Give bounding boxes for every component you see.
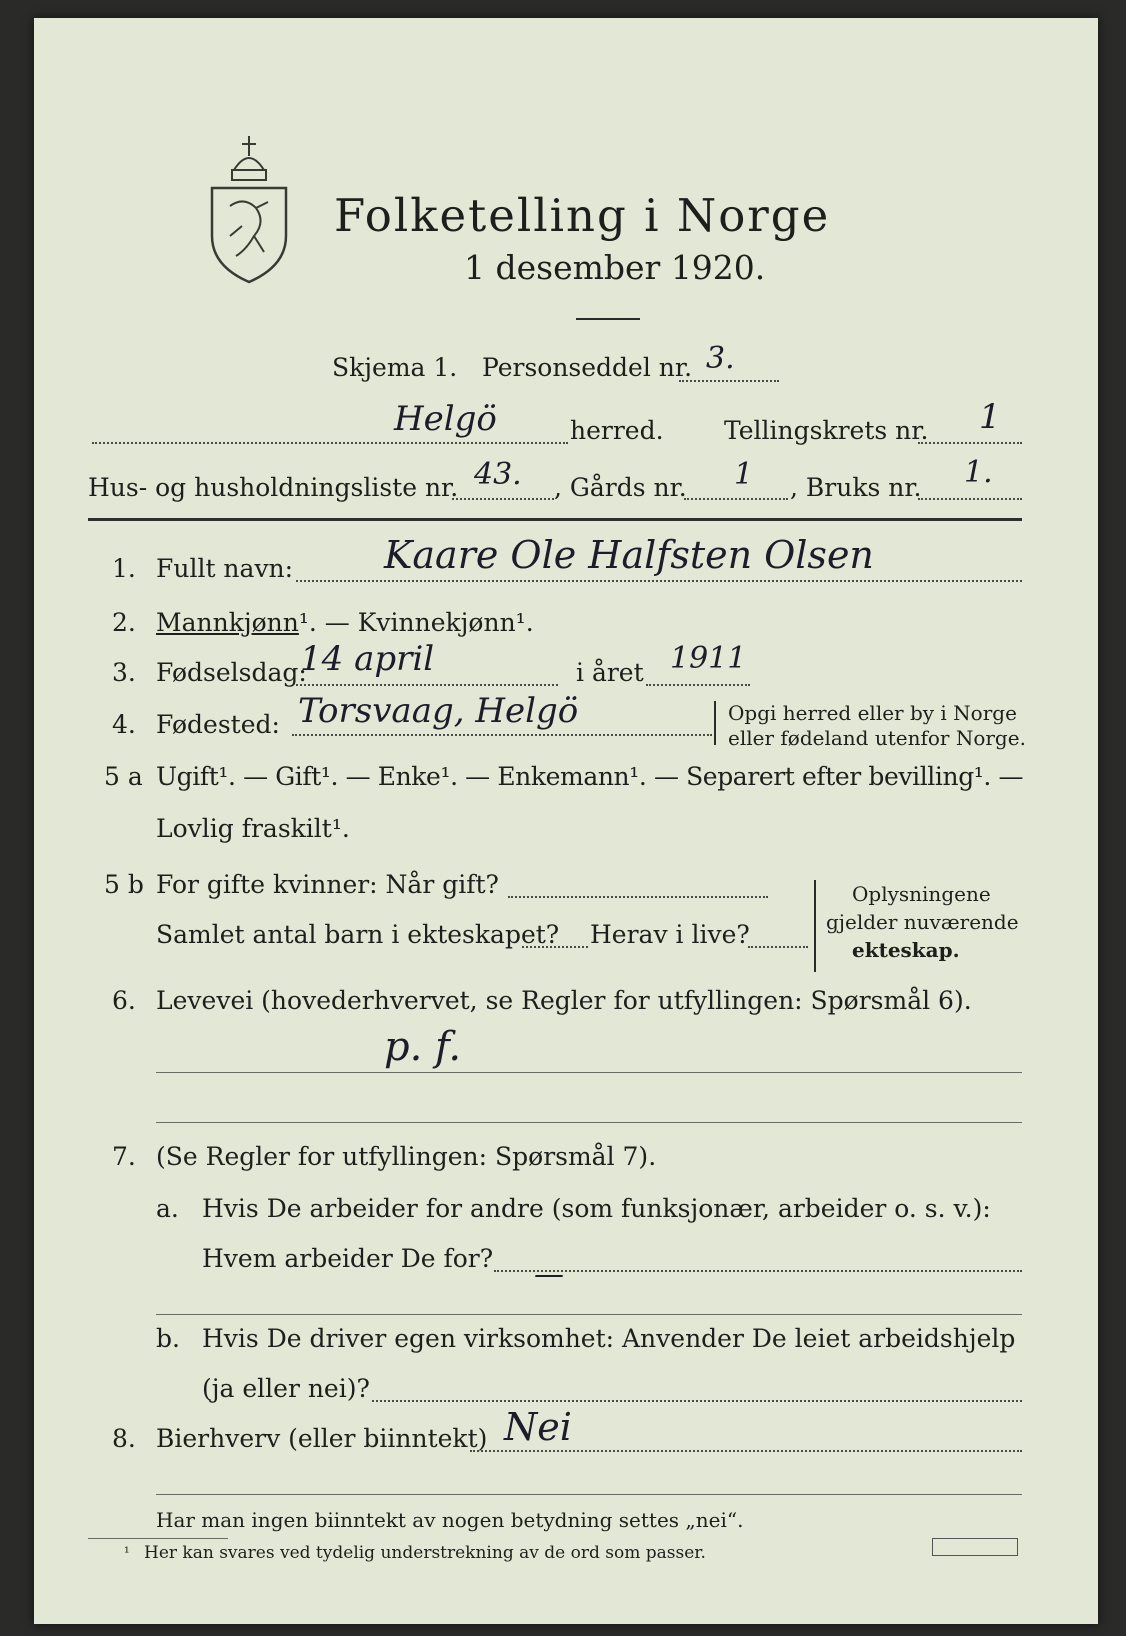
norwegian-coat-of-arms-icon xyxy=(206,126,292,284)
header-divider xyxy=(88,518,1022,521)
q1-value: Kaare Ole Halfsten Olsen xyxy=(384,533,874,577)
footnote-text: Her kan svares ved tydelig understrekning av de ord som passer. xyxy=(144,1543,706,1563)
herred-label: herred. xyxy=(570,416,664,445)
tellingskrets-label: Tellingskrets nr. xyxy=(724,416,929,445)
q4-number: 4. xyxy=(112,710,136,739)
q2-male-option[interactable]: Mannkjønn xyxy=(156,608,299,637)
q3-year-label: i året xyxy=(576,658,644,687)
q8-value: Nei xyxy=(504,1405,572,1449)
bruks-field[interactable] xyxy=(918,498,1022,500)
skjema-label: Skjema 1. xyxy=(332,353,458,382)
q5b-note-line3: ekteskap. xyxy=(852,938,960,962)
q5b-children-label: Samlet antal barn i ekteskapet? xyxy=(156,920,560,949)
q3-number: 3. xyxy=(112,658,136,687)
bruks-label: , Bruks nr. xyxy=(790,473,922,502)
q2-number: 2. xyxy=(112,608,136,637)
q7b-field[interactable] xyxy=(372,1400,1022,1402)
q6-field-line1[interactable] xyxy=(156,1072,1022,1073)
q3-year-field[interactable] xyxy=(646,684,750,686)
q7a-letter: a. xyxy=(156,1194,179,1223)
q5a-number: 5 a xyxy=(104,762,143,791)
printer-stamp xyxy=(932,1538,1018,1556)
q4-brace xyxy=(714,701,722,745)
q7-number: 7. xyxy=(112,1142,136,1171)
bruks-value: 1. xyxy=(964,455,993,490)
nei-instruction-note: Har man ingen biinntekt av nogen betydning settes „nei“. xyxy=(156,1508,744,1532)
herred-field[interactable] xyxy=(92,442,568,444)
q2-options xyxy=(156,608,534,638)
q8-field[interactable] xyxy=(470,1450,1022,1452)
personseddel-field[interactable] xyxy=(679,380,779,382)
q5b-alive-field[interactable] xyxy=(748,946,808,948)
q1-number: 1. xyxy=(112,554,136,583)
q5b-alive-label: Herav i live? xyxy=(590,920,750,949)
q5b-brace xyxy=(814,880,822,972)
q7a-field-line2[interactable] xyxy=(156,1314,1022,1315)
q7a-line1: Hvis De arbeider for andre (som funksjonær, arbeider o. s. v.): xyxy=(202,1194,991,1223)
gards-value: 1 xyxy=(734,457,754,492)
q5b-married-label: For gifte kvinner: Når gift? xyxy=(156,870,499,899)
form-title: Folketelling i Norge xyxy=(334,189,831,242)
tellingskrets-field[interactable] xyxy=(918,442,1022,444)
husliste-value: 43. xyxy=(474,457,522,492)
q5b-note-line1: Oplysningene xyxy=(852,882,991,906)
q1-label: Fullt navn: xyxy=(156,554,294,583)
personseddel-value: 3. xyxy=(706,341,735,376)
q7a-value: — xyxy=(534,1257,564,1292)
q4-value: Torsvaag, Helgö xyxy=(298,691,579,731)
census-date: 1 desember 1920. xyxy=(464,248,766,287)
q2-female-option: ¹. — Kvinnekjønn¹. xyxy=(298,608,534,637)
q4-note-line2: eller fødeland utenfor Norge. xyxy=(728,726,1026,750)
q7a-line2: Hvem arbeider De for? xyxy=(202,1244,494,1273)
gards-field[interactable] xyxy=(684,498,788,500)
herred-value: Helgö xyxy=(394,399,497,439)
q8-field-line2[interactable] xyxy=(156,1494,1022,1495)
q3-field[interactable] xyxy=(296,684,558,686)
footnote-rule xyxy=(88,1538,228,1539)
q7-label: (Se Regler for utfyllingen: Spørsmål 7). xyxy=(156,1142,657,1171)
personseddel-label: Personseddel nr. xyxy=(482,353,693,382)
q5b-number: 5 b xyxy=(104,870,144,899)
q6-number: 6. xyxy=(112,986,136,1015)
q5b-married-field[interactable] xyxy=(508,896,768,898)
q4-label: Fødested: xyxy=(156,710,280,739)
q6-field-line2[interactable] xyxy=(156,1122,1022,1123)
tellingskrets-value: 1 xyxy=(979,397,1001,437)
q3-value: 14 april xyxy=(300,639,435,679)
footnote-mark: ¹ xyxy=(124,1545,130,1561)
q6-value: p. f. xyxy=(384,1024,462,1070)
q8-label: Bierhverv (eller biinntekt) xyxy=(156,1424,488,1453)
q3-year-value: 1911 xyxy=(670,641,747,676)
q5a-options-line1: Ugift¹. — Gift¹. — Enke¹. — Enkemann¹. — Separert efter bevilling¹. — xyxy=(156,762,1024,791)
census-form-sheet xyxy=(34,18,1098,1624)
q7b-line1: Hvis De driver egen virksomhet: Anvender De leiet arbeidshjelp xyxy=(202,1324,1016,1353)
q8-number: 8. xyxy=(112,1424,136,1453)
q5a-options-line2: Lovlig fraskilt¹. xyxy=(156,814,350,843)
q1-field[interactable] xyxy=(296,580,1022,582)
q4-note-line1: Opgi herred eller by i Norge xyxy=(728,701,1017,725)
q5b-children-field[interactable] xyxy=(522,946,588,948)
husliste-field[interactable] xyxy=(452,498,554,500)
q5b-note-line2: gjelder nuværende xyxy=(826,910,1019,934)
title-rule xyxy=(576,318,640,320)
q7b-line2: (ja eller nei)? xyxy=(202,1374,370,1403)
q4-field[interactable] xyxy=(292,734,712,736)
q3-label: Fødselsdag: xyxy=(156,658,307,687)
husliste-label: Hus- og husholdningsliste nr. xyxy=(88,473,459,502)
gards-label: , Gårds nr. xyxy=(554,473,687,502)
q6-label: Levevei (hovederhvervet, se Regler for utfyllingen: Spørsmål 6). xyxy=(156,986,972,1015)
q7a-field[interactable] xyxy=(494,1270,1022,1272)
q7b-letter: b. xyxy=(156,1324,180,1353)
